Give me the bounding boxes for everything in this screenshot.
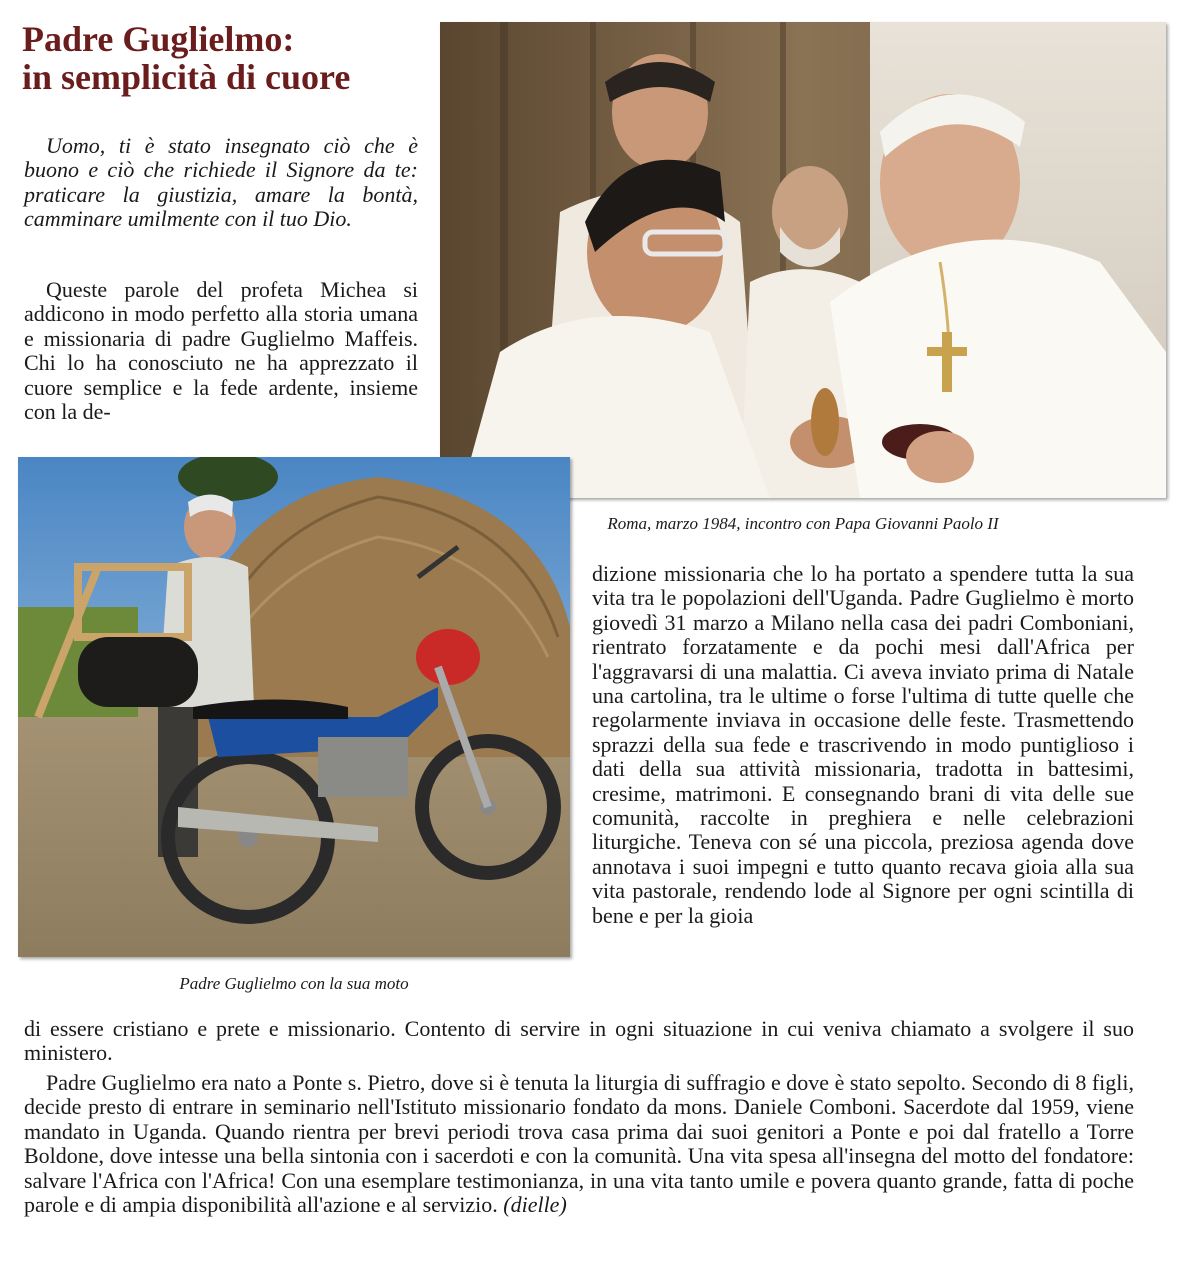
- title-line-1: Padre Guglielmo:: [22, 19, 295, 59]
- author-signature: (dielle): [503, 1192, 567, 1218]
- paragraph-right-column: dizione missionaria che lo ha portato a spendere tutta la sua vita tra le popolazioni dell'Uganda. Padre Guglielmo è morto giovedì 31 marzo a Milano nella casa dei padri Comboniani, rientrato forzatamente e da pochi mesi dall'Africa per l'aggravarsi di una malattia. Ci aveva inviato prima di Natale una cartolina, tra le ultime o forse l'ultima di tutte quelle che regolarmente inviava in occasione delle feste. Trasmettendo sprazzi della sua fede e trascrivendo in modo puntiglioso i dati della sua attività missionaria, tradotta in battesimi, cresime, matrimoni. E consegnando brani di vita delle sue comunità, raccolte in preghiera e nelle celebrazioni liturgiche. Teneva con sé una piccola, preziosa agenda dove annotava i suoi impegni e tutto quanto recava gioia alla sua vita pastorale, rendendo lode al Signore per ogni scintilla di bene e per la gioia: [592, 561, 1134, 928]
- motorbike-illustration: [18, 457, 570, 957]
- caption-pope-meeting: Roma, marzo 1984, incontro con Papa Giovanni Paolo II: [607, 514, 999, 533]
- paragraph-full-width-2: [24, 1071, 1134, 1217]
- paragraph-full-width-2-text: Padre Guglielmo era nato a Ponte s. Pietro, dove si è tenuta la liturgia di suffragio e dove è stato sepolto. Secondo di 8 figli, decide presto di entrare in seminario nell'Istituto missionario fondato da mons. Daniele Comboni. Sacerdote dal 1959, viene mandato in Uganda. Quando rientra per brevi periodi trova casa prima dai suoi genitori a Ponte e poi dal fratello a Torre Boldone, dove intesse una bella sintonia con i sacerdoti e con la comunità. Una vita spesa all'insegna del motto del fondatore: salvare l'Africa con l'Africa! Con una esemplare testimonianza, in una vita tanto umile e povera quanto grande, fatta di poche parole e di ampia disponibilità all'azione e al servizio.: [24, 1070, 1134, 1218]
- photo-pope-meeting: [440, 22, 1166, 498]
- intro-quote: Uomo, ti è stato insegnato ciò che è buono e ciò che richiede il Signore da te: praticare la giustizia, amare la bontà, camminare umilmente con il tuo Dio.: [24, 133, 418, 232]
- photo-padre-with-motorbike: [18, 457, 570, 957]
- title-line-2: in semplicità di cuore: [22, 57, 351, 97]
- article-title: [22, 20, 432, 96]
- pope-meeting-illustration: [440, 22, 1166, 498]
- caption-padre-with-motorbike: Padre Guglielmo con la sua moto: [179, 974, 409, 993]
- paragraph-1: Queste parole del profeta Michea si addicono in modo perfetto alla storia umana e missionaria di padre Guglielmo Maffeis. Chi lo ha conosciuto ne ha apprezzato il cuore semplice e la fede ardente, insieme con la de-: [24, 277, 418, 425]
- paragraph-full-width-1: di essere cristiano e prete e missionario. Contento di servire in ogni situazione in cui veniva chiamato a svolgere il suo ministero.: [24, 1016, 1134, 1066]
